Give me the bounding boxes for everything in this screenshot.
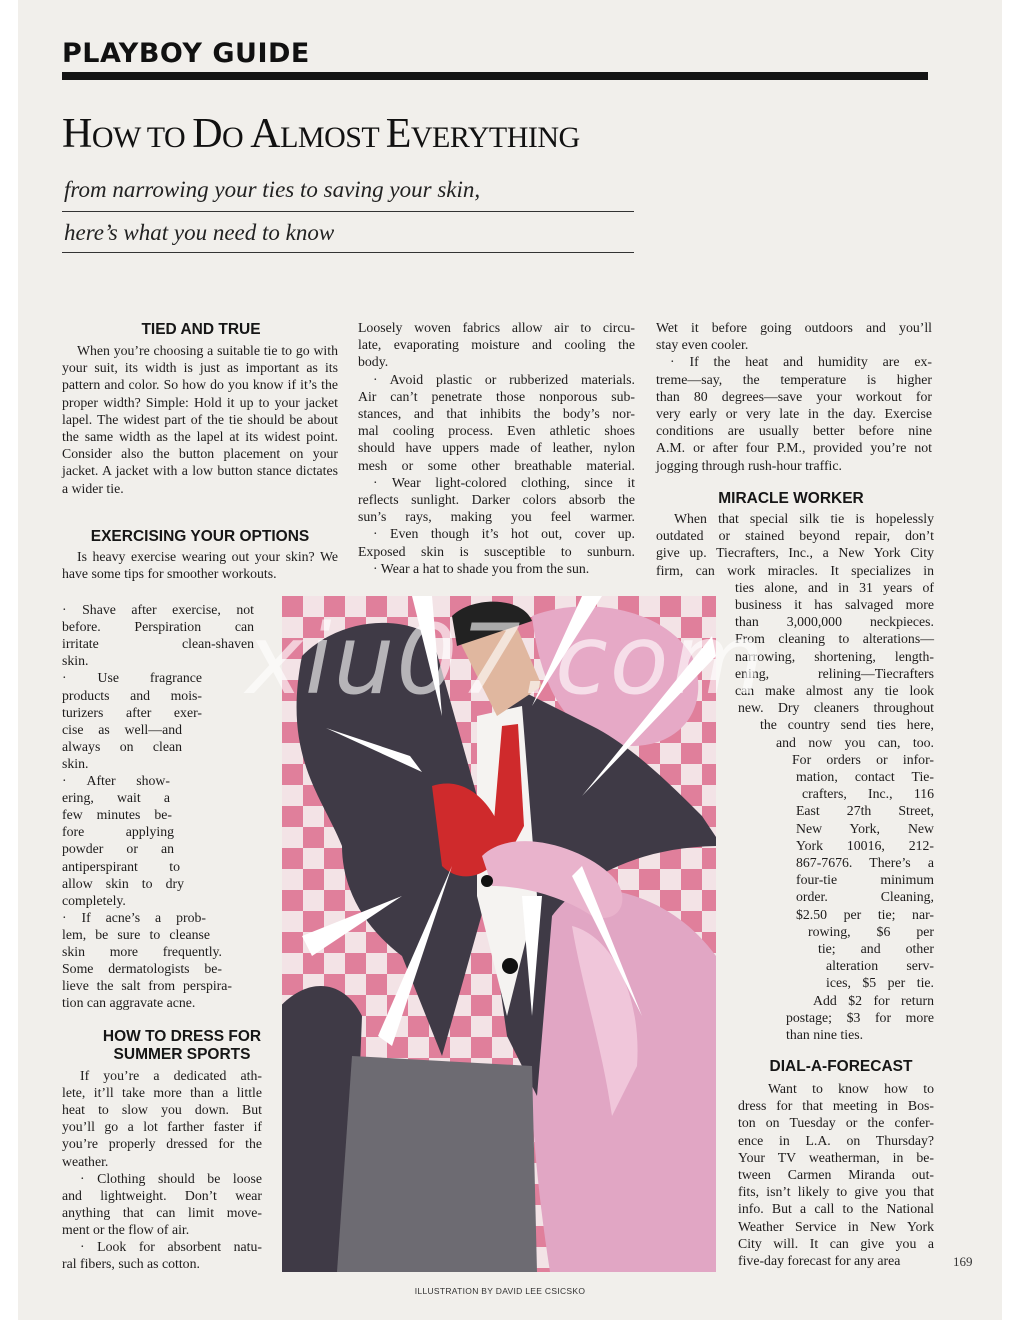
miracle-line: outdated or stained beyond repair, don’t — [656, 528, 934, 544]
summer-line: · Look for absorbent natu- — [80, 1239, 262, 1254]
heading-summer-sports: HOW TO DRESS FOR SUMMER SPORTS — [102, 1028, 262, 1063]
jacket-button — [502, 958, 518, 974]
exercise-tip-line: irritate clean-shaven — [62, 636, 254, 652]
col3-line: A.M. or after four P.M., provided you’re not — [656, 440, 932, 456]
miracle-line: $2.50 per tie; nar- — [796, 906, 934, 922]
miracle-line: than nine ties. — [786, 1027, 864, 1042]
miracle-line: can make almost any tie look — [735, 683, 934, 698]
magazine-page — [18, 0, 1002, 1320]
exercise-tip-line: turizers after exer- — [62, 704, 202, 720]
miracle-line: firm, can work miracles. It specializes in — [656, 562, 934, 578]
miracle-line: mation, contact Tie- — [796, 769, 934, 784]
exercise-tip-line: skin more frequently. — [62, 944, 222, 959]
exercise-tip-line: lem, be sure to cleanse — [62, 926, 210, 942]
illustration-credit: ILLUSTRATION BY DAVID LEE CSICSKO — [414, 1286, 586, 1296]
exercise-tip-line: tion can aggravate acne. — [62, 995, 196, 1011]
col2-line: · Wear a hat to shade you from the sun. — [373, 560, 590, 576]
exercise-tip-line: products and mois- — [62, 687, 202, 703]
exercise-tip-line: Some dermatologists be- — [62, 961, 222, 977]
forecast-line: City will. It can give you a — [738, 1235, 934, 1251]
summer-line: If you’re a dedicated ath- — [80, 1068, 262, 1083]
exercise-tip-line: lieve the salt from perspira- — [62, 978, 232, 994]
miracle-line: order. Cleaning, — [796, 889, 934, 905]
exercise-tip-line: · After show- — [62, 773, 170, 788]
forecast-line: Weather Service in New York — [738, 1218, 934, 1234]
jacket-button — [481, 875, 493, 887]
miracle-line: ties alone, and in 31 years of — [735, 579, 934, 595]
exercise-tip-line: antiperspirant to — [62, 858, 180, 874]
deck-line-2: here’s what you need to know — [64, 220, 335, 245]
col3-line: conditions are usually better before nine — [656, 423, 932, 439]
col2-line: late, evaporating moisture and cooling the — [358, 337, 635, 353]
exercise-tip-line: · Use fragrance — [62, 670, 202, 686]
summer-line: · Clothing should be loose — [80, 1170, 262, 1186]
col3-line: jogging through rush-hour traffic. — [656, 457, 842, 473]
exercise-tip-line: always on clean — [62, 738, 182, 754]
miracle-line: East 27th Street, — [796, 803, 934, 819]
forecast-line: five-day forecast for any area — [738, 1253, 901, 1268]
col3-line: treme—say, the temperature is higher — [656, 371, 932, 387]
forecast-line: tween Carmen Miranda out- — [738, 1167, 934, 1182]
tied-body: When you’re choosing a suitable tie to go with your suit, its width is just as important as its pattern and color. So how do you know if it’s the proper width? Simple: Hold it up to your jacket lapel. The widest part of the tie should be about the same width as the lapel at its widest point. Consider also the button placement on your jacket. A jacket with a low button stance dictates a wider tie. — [62, 343, 338, 496]
summer-line: you’re properly dressed for the — [62, 1136, 262, 1152]
col2-line: Air can’t penetrate those nonporous sub- — [358, 388, 635, 404]
col3-line: stay even cooler. — [656, 337, 749, 353]
col2-line: · Wear light-colored clothing, since it — [373, 474, 635, 490]
miracle-line: postage; $3 for more — [786, 1009, 934, 1025]
forecast-line: info. But a call to the National — [738, 1201, 934, 1217]
headline-cap: A — [250, 111, 281, 157]
exercise-tip-line: fore applying — [62, 824, 174, 840]
forecast-line: ence in L.A. on Thursday? — [738, 1132, 934, 1148]
col2-line: · Even though it’s hot out, cover up. — [373, 526, 635, 542]
summer-line: and lightweight. Don’t wear — [62, 1187, 262, 1203]
miracle-line: new. Dry cleaners throughout — [738, 700, 934, 716]
miracle-line: For orders or infor- — [792, 751, 934, 767]
heading-miracle-worker: MIRACLE WORKER — [718, 490, 864, 507]
headline-smallcaps: LMOST — [280, 121, 386, 154]
summer-line: ral fibers, such as cotton. — [62, 1256, 200, 1272]
summer-line: lete, it’ll take more than a little — [62, 1085, 262, 1101]
headline-smallcaps: VERYTHING — [410, 121, 580, 154]
miracle-line: Add $2 for return — [813, 992, 934, 1008]
deck-line-1: from narrowing your ties to saving your skin, — [64, 177, 481, 202]
miracle-line: and now you can, too. — [776, 734, 934, 750]
exercise-tip-line: · If acne’s a prob- — [62, 909, 206, 925]
watermark: xiu07.com — [246, 604, 767, 716]
section-label: PLAYBOY GUIDE — [62, 38, 310, 69]
deck-rule-2 — [62, 252, 634, 253]
miracle-line: York 10016, 212- — [796, 837, 934, 853]
col2-line: sun’s rays, making you feel warmer. — [358, 509, 635, 525]
exercise-tip-line: completely. — [62, 892, 126, 908]
miracle-line: tie; and other — [818, 941, 934, 956]
exercise-tip-line: before. Perspiration can — [62, 619, 254, 635]
exercise-tip-line: · Shave after exercise, not — [62, 602, 254, 617]
miracle-line: From cleaning to alterations— — [735, 631, 934, 647]
col2-line: should have uppers made of leather, nylon — [358, 440, 635, 456]
summer-line: you’ll go a lot farther faster if — [62, 1119, 262, 1135]
summer-line: heat to slow you down. But — [62, 1102, 262, 1118]
miracle-line: business it has salvaged more — [735, 597, 934, 612]
miracle-line: When that special silk tie is hopelessly — [674, 511, 934, 526]
miracle-line: narrowing, shortening, length- — [735, 648, 934, 664]
miracle-line: four-tie minimum — [796, 872, 934, 888]
headline-cap: D — [192, 111, 223, 157]
summer-line: weather. — [62, 1153, 109, 1169]
col2-line: reflects sunlight. Darker colors absorb the — [358, 492, 635, 507]
miracle-line: New York, New — [796, 820, 934, 836]
forecast-line: Want to know how to — [768, 1081, 934, 1096]
heading-tied-and-true: TIED AND TRUE — [141, 321, 261, 338]
exercise-tip-line: cise as well—and — [62, 721, 182, 737]
headline-cap: H — [62, 111, 92, 157]
col3-line: very early or very late in the day. Exercise — [656, 406, 932, 421]
miracle-line: ening, relining—Tiecrafters — [735, 665, 934, 681]
exercise-tip-line: few minutes be- — [62, 807, 172, 823]
forecast-line: fits, isn’t likely to give you that — [738, 1184, 934, 1200]
exercise-tip-line: ering, wait a — [62, 790, 170, 806]
headline-smallcaps: OW TO — [91, 121, 193, 154]
miracle-line: the country send ties here, — [760, 717, 934, 733]
col2-line: mal cooling process. Even athletic shoes — [358, 423, 635, 439]
forecast-line: dress for that meeting in Bos- — [738, 1098, 934, 1114]
deck-rule-1 — [62, 211, 634, 212]
exercise-tip-line: powder or an — [62, 841, 174, 857]
exercise-tip-line: skin. — [62, 755, 89, 771]
headline-smallcaps: O — [222, 121, 251, 154]
page-number: 169 — [953, 1254, 973, 1269]
summer-line: ment or the flow of air. — [62, 1221, 190, 1237]
miracle-line: crafters, Inc., 116 — [802, 786, 934, 802]
miracle-line: 867-7676. There’s a — [796, 855, 934, 870]
forecast-line: ton on Tuesday or the confer- — [738, 1115, 934, 1131]
headline-cap: E — [385, 111, 411, 157]
col2-line: · Avoid plastic or rubberized materials. — [373, 371, 635, 387]
heading-dial-a-forecast: DIAL-A-FORECAST — [769, 1058, 913, 1075]
miracle-line: rowing, $6 per — [808, 923, 934, 939]
header-rule — [62, 72, 928, 80]
miracle-line: give up. Tiecrafters, Inc., a New York City — [656, 545, 934, 561]
col3-line: · If the heat and humidity are ex- — [670, 354, 932, 370]
exercise-body: Is heavy exercise wearing out your skin? We have some tips for smoother workouts. — [62, 549, 338, 582]
col3-line: than 80 degrees—save your workout for — [656, 388, 932, 404]
col2-line: stances, and that inhibits the body’s nor- — [358, 406, 635, 421]
forecast-line: Your TV weatherman, in be- — [738, 1149, 934, 1165]
heading-exercising: EXERCISING YOUR OPTIONS — [90, 528, 310, 545]
col2-line: Exposed skin is susceptible to sunburn. — [358, 543, 635, 559]
exercise-tip-line: allow skin to dry — [62, 875, 184, 891]
page-title — [62, 110, 580, 158]
col2-line: mesh or some other breathable material. — [358, 457, 635, 473]
col2-line: body. — [358, 354, 389, 370]
col3-line: Wet it before going outdoors and you’ll — [656, 320, 932, 335]
col2-line: Loosely woven fabrics allow air to circu- — [358, 320, 635, 335]
miracle-line: alteration serv- — [826, 958, 934, 974]
summer-line: anything that can limit move- — [62, 1204, 262, 1220]
exercise-tip-line: skin. — [62, 653, 89, 669]
miracle-line: ices, $5 per tie. — [826, 975, 934, 991]
grey-trousers — [337, 1056, 537, 1272]
miracle-line: than 3,000,000 neckpieces. — [735, 614, 934, 630]
